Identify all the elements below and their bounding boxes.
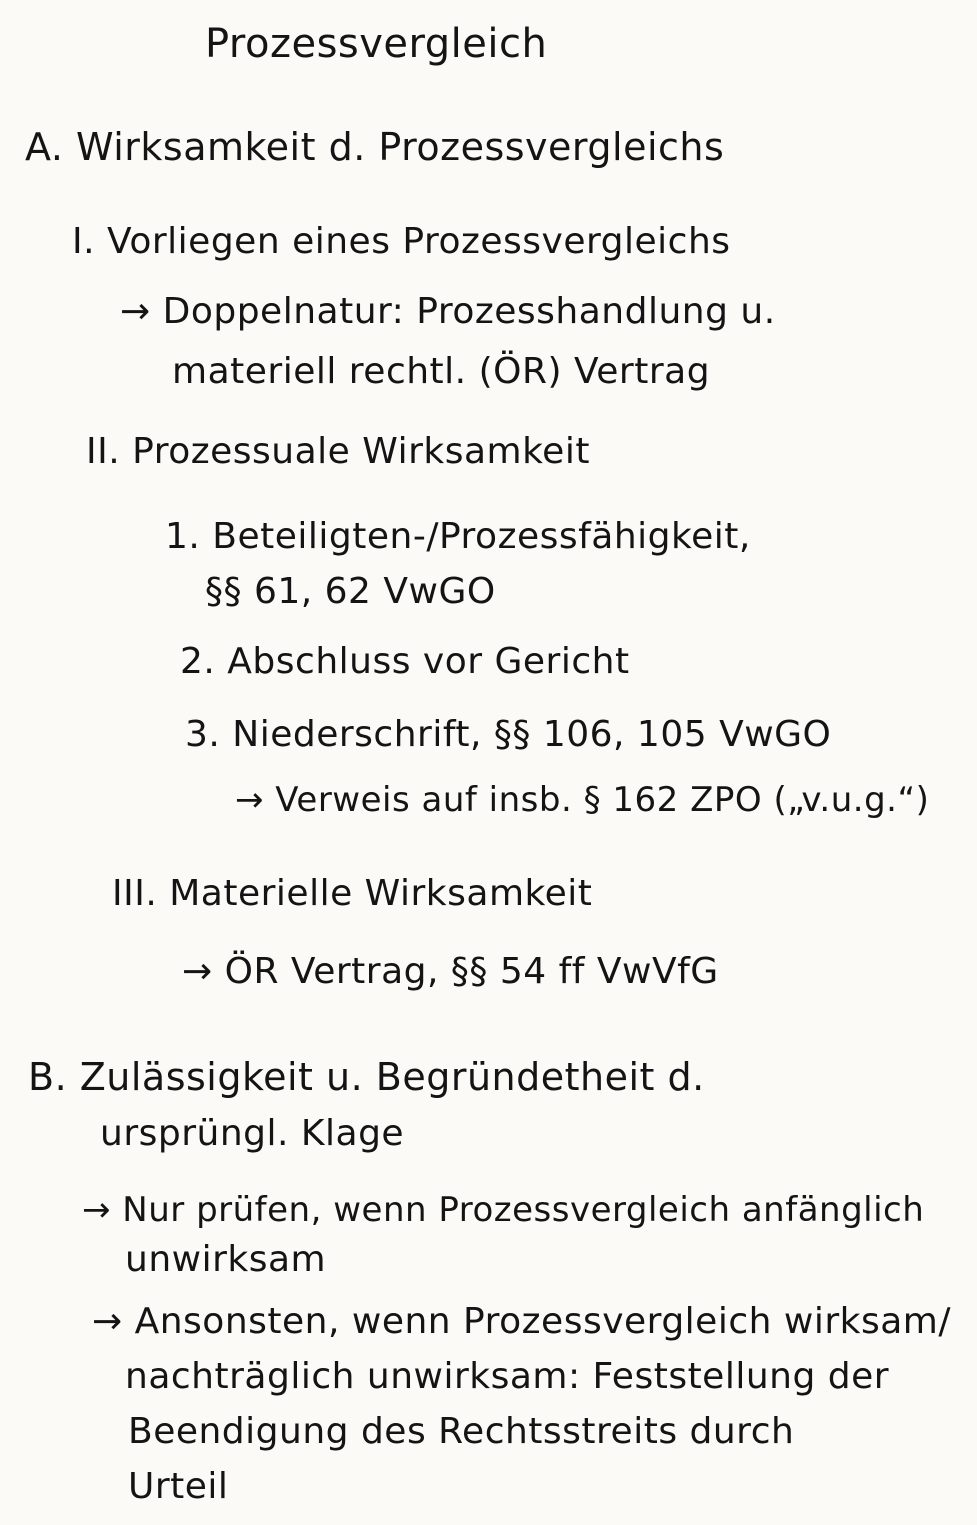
section-b-heading-line-1: B. Zulässigkeit u. Begründetheit d. — [28, 1055, 705, 1099]
note-title: Prozessvergleich — [205, 21, 548, 67]
section-b-arrow1-line-2: unwirksam — [125, 1239, 327, 1280]
section-a-ii-item2: 2. Abschluss vor Gericht — [180, 641, 630, 682]
section-a-heading: A. Wirksamkeit d. Prozessvergleichs — [25, 125, 725, 169]
section-b-arrow2-line-1: → Ansonsten, wenn Prozessvergleich wirksam/ — [92, 1301, 951, 1342]
section-a-iii-arrow: → ÖR Vertrag, §§ 54 ff VwVfG — [182, 951, 719, 992]
section-a-ii-item1-line-2: §§ 61, 62 VwGO — [205, 571, 496, 612]
section-a-ii-item3-arrow: → Verweis auf insb. § 162 ZPO („v.u.g.“) — [235, 780, 930, 820]
section-a-iii-heading: III. Materielle Wirksamkeit — [112, 873, 593, 914]
section-a-ii-item1-line-1: 1. Beteiligten-/Prozessfähigkeit, — [165, 516, 751, 557]
section-a-ii-heading: II. Prozessuale Wirksamkeit — [86, 431, 590, 472]
section-b-arrow1-line-1: → Nur prüfen, wenn Prozessvergleich anfänglich — [82, 1190, 925, 1230]
section-b-heading-line-2: ursprüngl. Klage — [100, 1113, 405, 1154]
section-a-i-arrow-line-1: → Doppelnatur: Prozesshandlung u. — [120, 291, 776, 332]
section-a-ii-item3: 3. Niederschrift, §§ 106, 105 VwGO — [185, 714, 832, 755]
section-b-arrow2-line-2: nachträglich unwirksam: Feststellung der — [125, 1356, 890, 1397]
section-b-arrow2-line-4: Urteil — [128, 1466, 229, 1507]
section-a-i-arrow-line-2: materiell rechtl. (ÖR) Vertrag — [172, 351, 711, 392]
section-a-i-heading: I. Vorliegen eines Prozessvergleichs — [72, 221, 731, 262]
section-b-arrow2-line-3: Beendigung des Rechtsstreits durch — [128, 1411, 795, 1452]
